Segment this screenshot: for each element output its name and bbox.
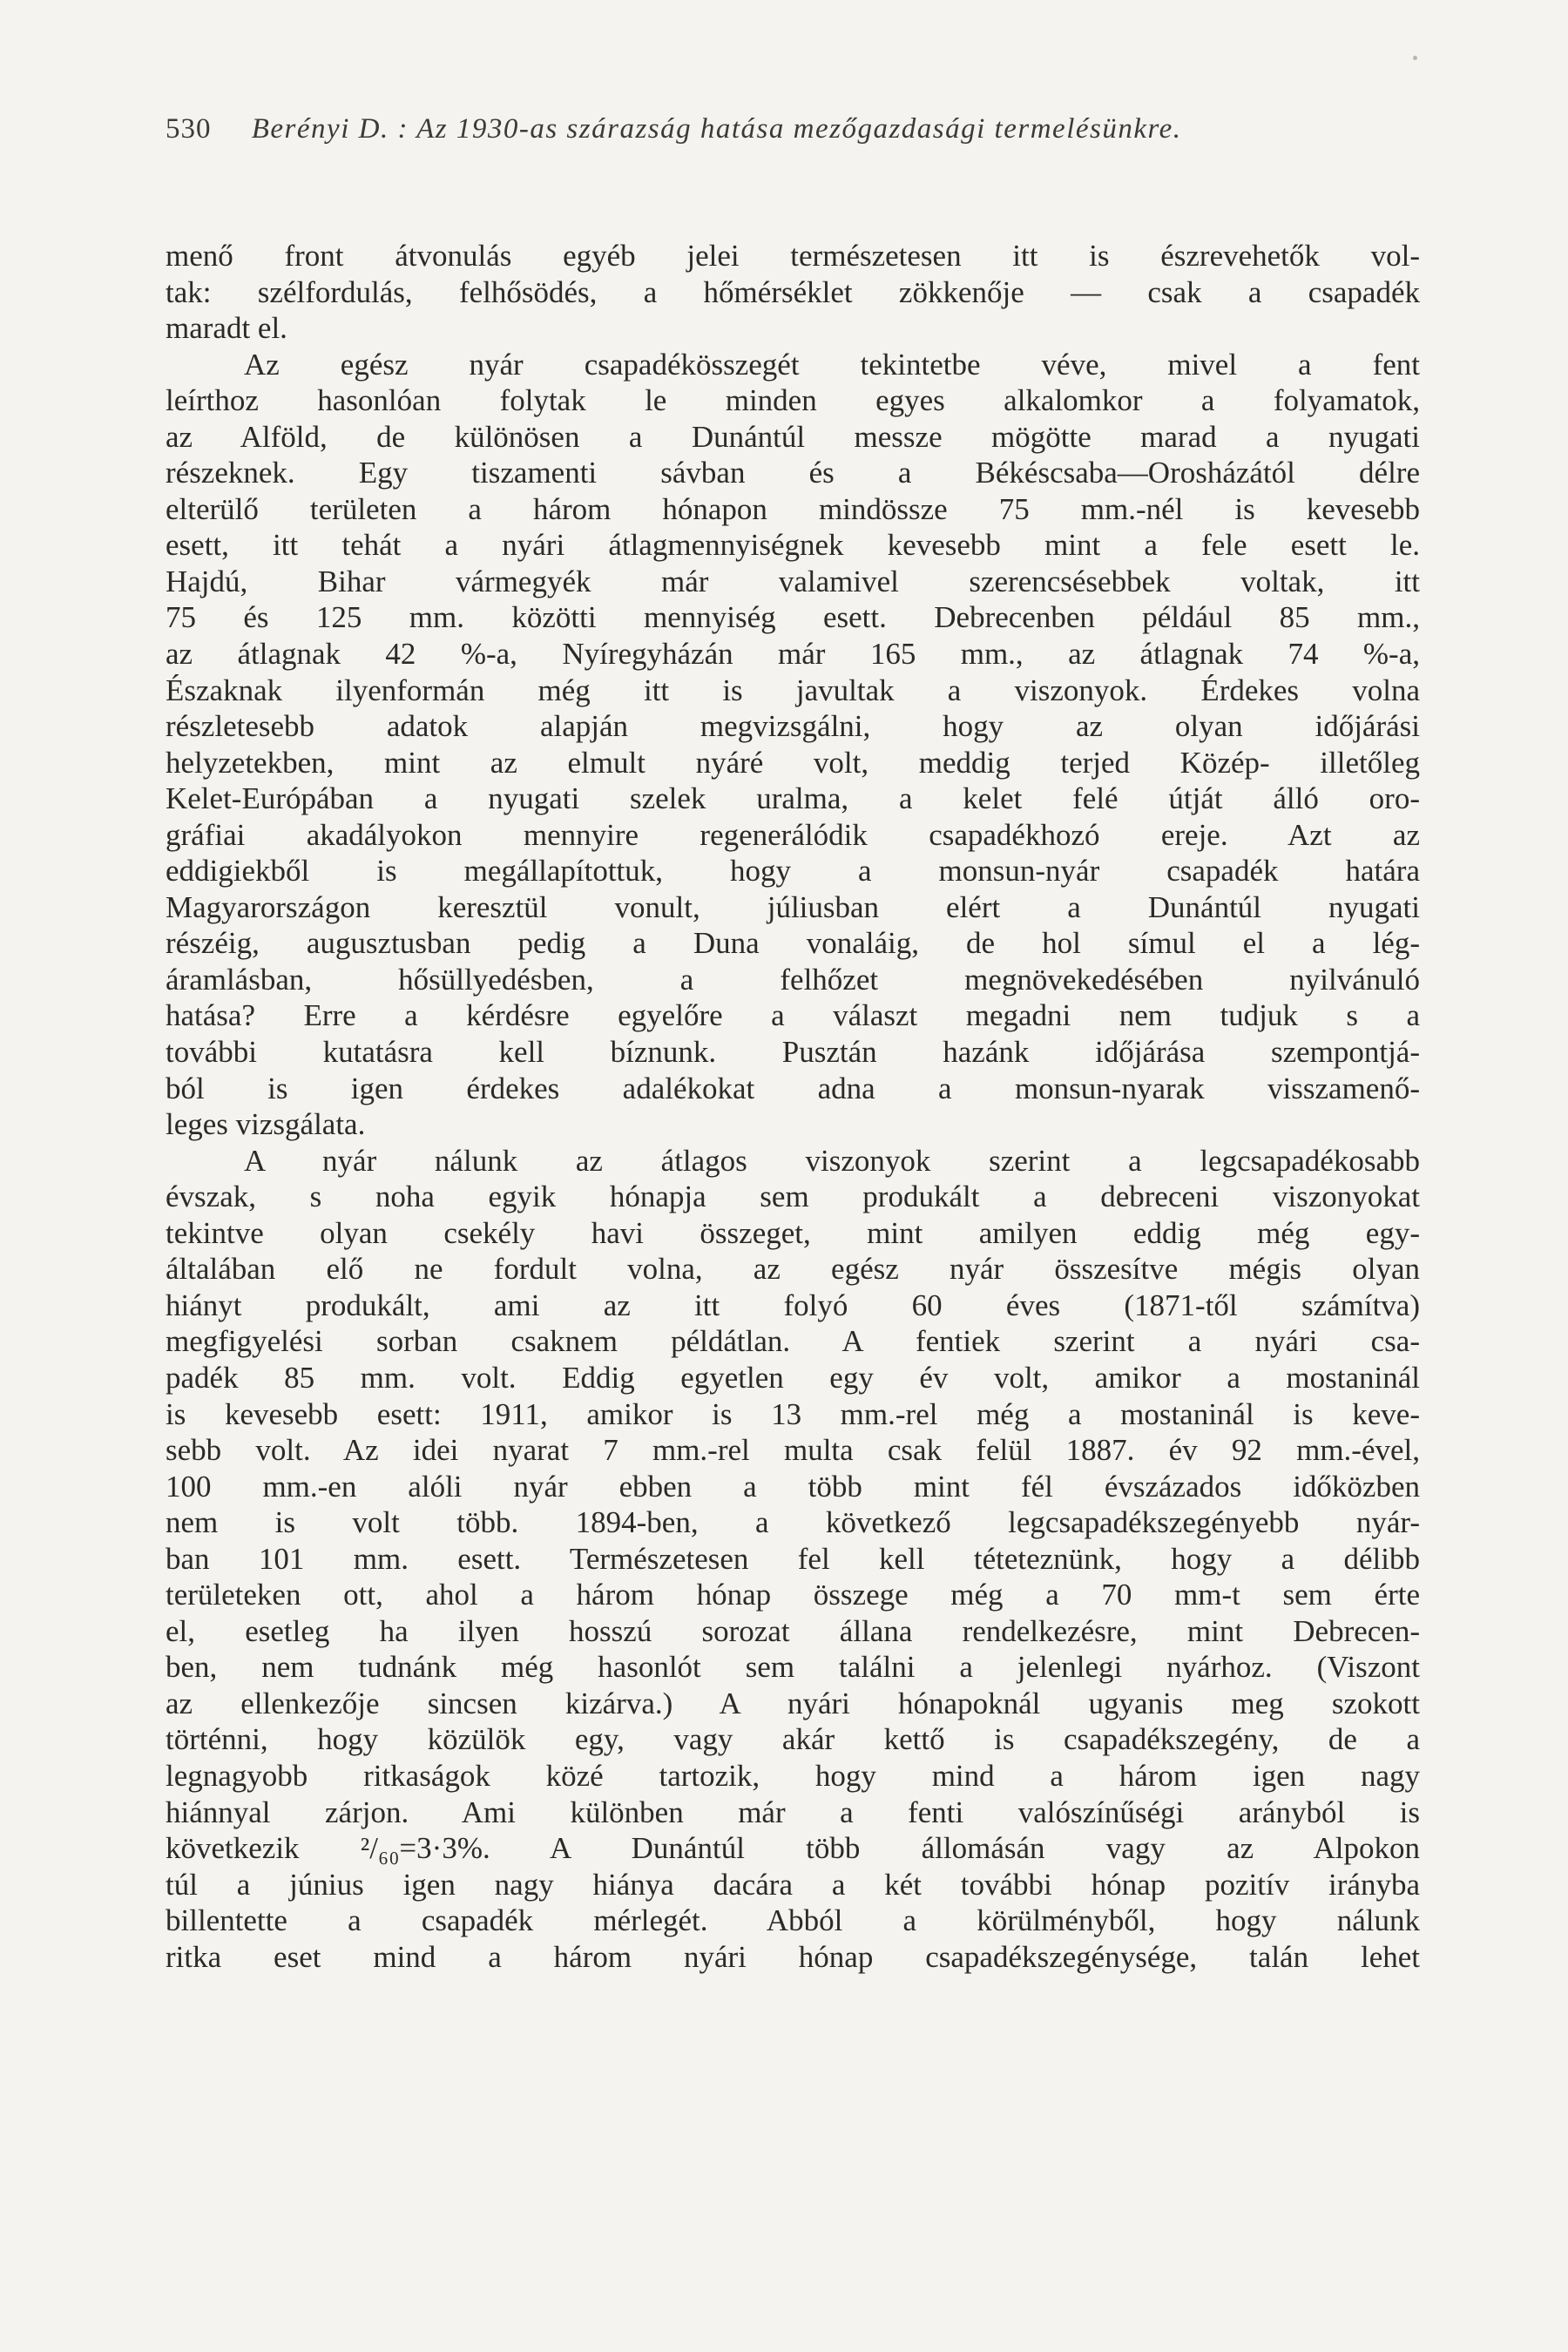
text-line: leges vizsgálata.	[166, 1107, 366, 1142]
text-line: ban 101 mm. esett. Természetesen fel kell téteteznünk, hogy a délibb	[166, 1541, 1420, 1576]
text-line: ból is igen érdekes adalékokat adna a monsun-nyarak visszamenő-	[166, 1071, 1420, 1105]
text-line: részéig, augusztusban pedig a Duna vonaláig, de hol símul el a lég-	[166, 926, 1420, 961]
text-line: további kutatásra kell bíznunk. Pusztán hazánk időjárása szempontjá-	[166, 1035, 1420, 1070]
text-line: 100 mm.-en alóli nyár ebben a több mint fél évszázados időközben	[166, 1469, 1420, 1504]
text-line: Északnak ilyenformán még itt is javultak a viszonyok. Érdekes volna	[166, 672, 1420, 707]
text-line: hatása? Erre a kérdésre egyelőre a választ megadni nem tudjuk s a	[166, 998, 1420, 1033]
text-line: billentette a csapadék mérlegét. Abból a körülményből, hogy nálunk	[166, 1903, 1420, 1938]
text-line: Kelet-Európában a nyugati szelek uralma, a kelet felé útját álló oro-	[166, 781, 1420, 816]
text-line: megfigyelési sorban csaknem példátlan. A fentiek szerint a nyári csa-	[166, 1324, 1420, 1359]
text-line: elterülő területen a három hónapon mindössze 75 mm.-nél is kevesebb	[166, 491, 1420, 526]
text-line: áramlásban, hősüllyedésben, a felhőzet megnövekedésében nyilvánuló	[166, 962, 1420, 997]
text-line: menő front átvonulás egyéb jelei természetesen itt is észrevehetők vol-	[166, 239, 1420, 273]
text-line: Magyarországon keresztül vonult, júliusban elért a Dunántúl nyugati	[166, 889, 1420, 924]
text-line: az átlagnak 42 %-a, Nyíregyházán már 165 mm., az átlagnak 74 %-a,	[166, 637, 1420, 672]
text-line: tekintve olyan csekély havi összeget, mint amilyen eddig még egy-	[166, 1215, 1420, 1250]
text-line: eddigiekből is megállapítottuk, hogy a monsun-nyár csapadék határa	[166, 854, 1420, 889]
text-line: is kevesebb esett: 1911, amikor is 13 mm.-rel még a mostaninál is keve-	[166, 1396, 1420, 1431]
text-line: részletesebb adatok alapján megvizsgálni, hogy az olyan időjárási	[166, 709, 1420, 744]
text-line: területeken ott, ahol a három hónap összege még a 70 mm-t sem érte	[166, 1578, 1420, 1612]
text-line: ritka eset mind a három nyári hónap csapadékszegénysége, talán lehet	[166, 1939, 1420, 1974]
text-line: gráfiai akadályokon mennyire regenerálódik csapadékhozó ereje. Azt az	[166, 817, 1420, 852]
text-line: túl a június igen nagy hiánya dacára a két további hónap pozitív irányba	[166, 1867, 1420, 1902]
text-line: történni, hogy közülök egy, vagy akár kettő is csapadékszegény, de a	[166, 1722, 1420, 1757]
page-number: 530	[166, 113, 212, 145]
text-line: el, esetleg ha ilyen hosszú sorozat állana rendelkezésre, mint Debrecen-	[166, 1613, 1420, 1648]
text-line: hiánnyal zárjon. Ami különben már a fenti valószínűségi arányból is	[166, 1794, 1420, 1829]
text-line: részeknek. Egy tiszamenti sávban és a Békéscsaba—Orosházától délre	[166, 456, 1420, 490]
text-line: hiányt produkált, ami az itt folyó 60 éves (1871-től számítva)	[166, 1288, 1420, 1322]
text-line: általában elő ne fordult volna, az egész nyár összesítve mégis olyan	[166, 1252, 1420, 1287]
text-line: padék 85 mm. volt. Eddig egyetlen egy év volt, amikor a mostaninál	[166, 1360, 1420, 1395]
text-line: sebb volt. Az idei nyarat 7 mm.-rel multa csak felül 1887. év 92 mm.-ével,	[166, 1433, 1420, 1468]
text-line: 75 és 125 mm. közötti mennyiség esett. Debrecenben például 85 mm.,	[166, 600, 1420, 635]
text-line: tak: szélfordulás, felhősödés, a hőmérséklet zökkenője — csak a csapadék	[166, 274, 1420, 309]
text-line: Hajdú, Bihar vármegyék már valamivel szerencsésebbek voltak, itt	[166, 564, 1420, 598]
text-line: esett, itt tehát a nyári átlagmennyiségnek kevesebb mint a fele esett le.	[166, 528, 1420, 563]
header-title: Berényi D. : Az 1930-as szárazság hatása mezőgazdasági termelésünkre.	[251, 113, 1182, 145]
text-line: Az egész nyár csapadékösszegét tekintetbe véve, mivel a fent	[244, 347, 1420, 382]
text-line: az Alföld, de különösen a Dunántúl messze mögötte marad a nyugati	[166, 419, 1420, 454]
text-line: legnagyobb ritkaságok közé tartozik, hogy mind a három igen nagy	[166, 1758, 1420, 1793]
text-line: helyzetekben, mint az elmult nyáré volt, meddig terjed Közép- illetőleg	[166, 745, 1420, 780]
text-line: A nyár nálunk az átlagos viszonyok szerint a legcsapadékosabb	[244, 1143, 1420, 1178]
body-text	[166, 238, 1420, 2011]
text-line: nem is volt több. 1894-ben, a következő legcsapadékszegényebb nyár-	[166, 1505, 1420, 1540]
text-line: következik ²/₆₀=3·3%. A Dunántúl több állomásán vagy az Alpokon	[166, 1831, 1420, 1866]
text-line: leírthoz hasonlóan folytak le minden egyes alkalomkor a folyamatok,	[166, 383, 1420, 418]
text-line: maradt el.	[166, 311, 287, 346]
text-line: évszak, s noha egyik hónapja sem produkált a debreceni viszonyokat	[166, 1179, 1420, 1214]
text-line: az ellenkezője sincsen kizárva.) A nyári hónapoknál ugyanis meg szokott	[166, 1686, 1420, 1720]
text-line	[166, 1975, 1420, 2011]
text-line: ben, nem tudnánk még hasonlót sem találni a jelenlegi nyárhoz. (Viszont	[166, 1650, 1420, 1685]
paper-speck	[1413, 56, 1417, 60]
running-head	[166, 113, 1411, 145]
